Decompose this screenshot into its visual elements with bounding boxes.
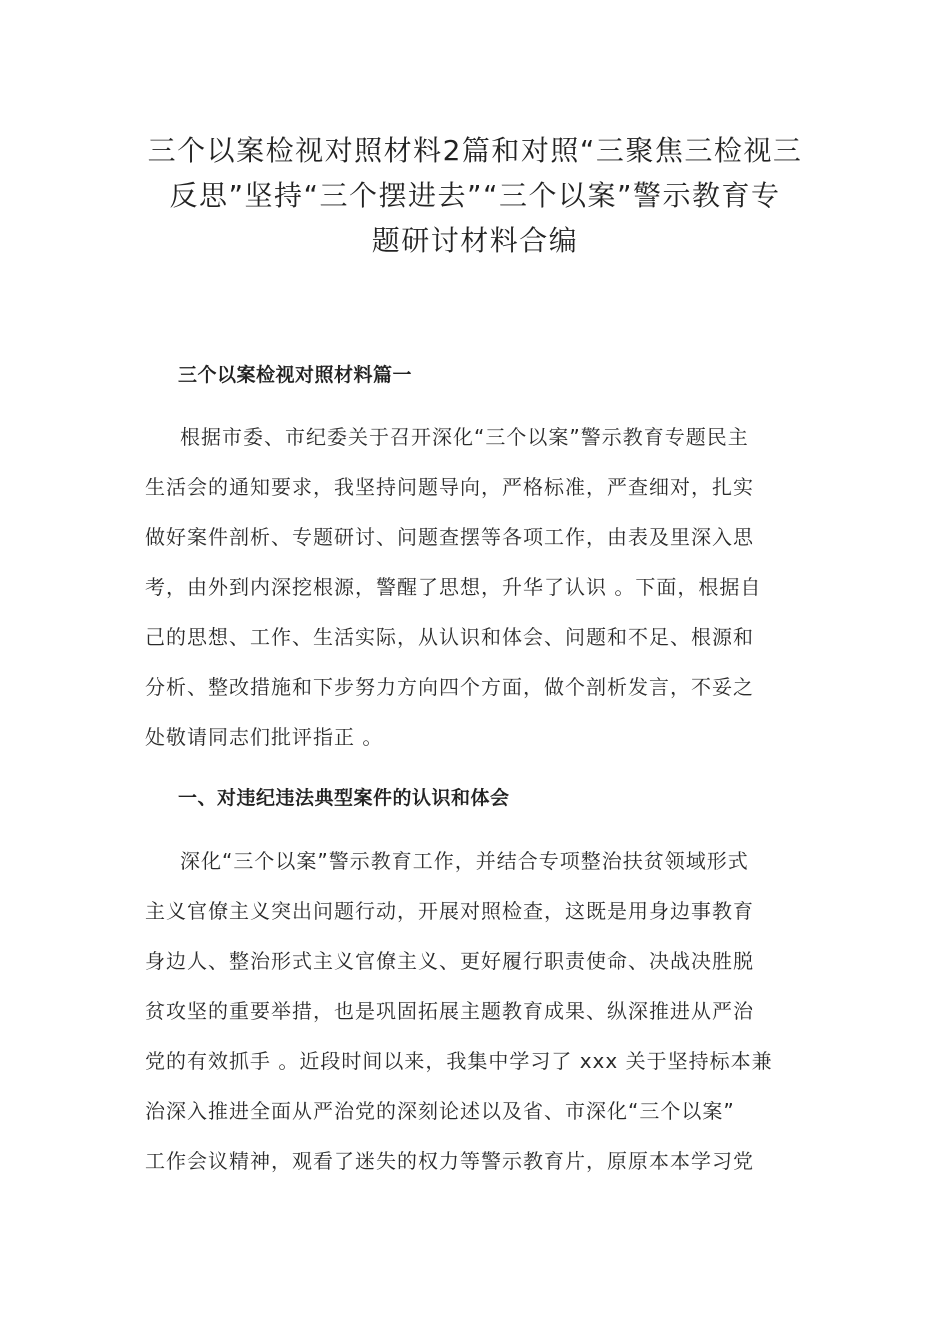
paragraph-line: 生活会的通知要求，我坚持问题导向，严格标准，严查细对，扎实 <box>145 475 754 499</box>
paragraph-line: 做好案件剖析、专题研讨、问题查摆等各项工作，由表及里深入思 <box>145 525 754 549</box>
paragraph-line: 身边人、整治形式主义官僚主义、更好履行职责使命、决战决胜脱 <box>145 949 754 973</box>
paragraph-line: 考，由外到内深挖根源，警醒了思想，升华了认识 。下面，根据自 <box>145 575 762 599</box>
part-one-heading: 三个以案检视对照材料篇一 <box>178 364 413 386</box>
paragraph-line: 贫攻坚的重要举措，也是巩固拓展主题教育成果、纵深推进从严治 <box>145 999 754 1023</box>
paragraph-line: 深化“三个以案”警示教育工作，并结合专项整治扶贫领域形式 <box>180 849 749 873</box>
intro-paragraph <box>145 412 810 762</box>
paragraph-line: 党的有效抓手 。近段时间以来，我集中学习了 xxx 关于坚持标本兼 <box>145 1049 773 1073</box>
paragraph-line: 主义官僚主义突出问题行动，开展对照检查，这既是用身边事教育 <box>145 899 754 923</box>
document-title <box>140 128 810 263</box>
section-one-heading: 一、对违纪违法典型案件的认识和体会 <box>178 787 510 809</box>
title-line: 反思”坚持“三个摆进去”“三个以案”警示教育专 <box>169 179 781 212</box>
paragraph-line: 工作会议精神，观看了迷失的权力等警示教育片，原原本本学习党 <box>145 1149 754 1173</box>
title-line: 三个以案检视对照材料2篇和对照“三聚焦三检视三 <box>147 134 803 167</box>
paragraph-line: 根据市委、市纪委关于召开深化“三个以案”警示教育专题民主 <box>180 425 749 449</box>
paragraph-line: 分析、整改措施和下步努力方向四个方面，做个剖析发言，不妥之 <box>145 675 754 699</box>
section-one-paragraph <box>145 836 810 1186</box>
title-line: 题研讨材料合编 <box>371 224 579 257</box>
paragraph-line: 处敬请同志们批评指正 。 <box>145 725 384 749</box>
paragraph-line: 己的思想、工作、生活实际，从认识和体会、问题和不足、根源和 <box>145 625 754 649</box>
paragraph-line: 治深入推进全面从严治党的深刻论述以及省、市深化“三个以案” <box>145 1099 735 1123</box>
